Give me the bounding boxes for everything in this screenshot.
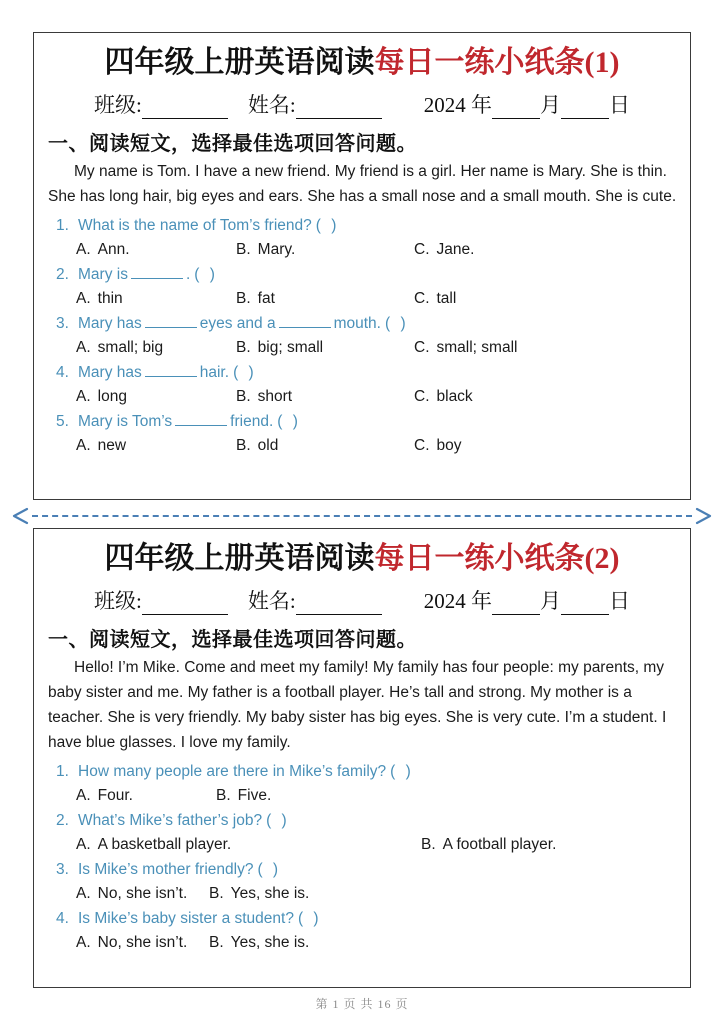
answer-parenthesis[interactable]: ( ) bbox=[384, 315, 409, 332]
title-red-1: 每日一练小纸条(1) bbox=[374, 46, 620, 79]
option-choice[interactable] bbox=[236, 287, 414, 311]
option-label: C. bbox=[414, 437, 430, 454]
option-row bbox=[76, 287, 678, 311]
name-label-2: 姓名: bbox=[247, 589, 296, 613]
option-choice[interactable] bbox=[76, 287, 236, 311]
option-choice[interactable] bbox=[236, 238, 414, 262]
option-text: Mary. bbox=[257, 241, 296, 258]
question-row bbox=[56, 311, 678, 336]
option-text: new bbox=[97, 437, 127, 454]
question-text-fragment: Mary has bbox=[78, 364, 142, 381]
section-heading-2: 一、阅读短文，选择最佳选项回答问题。 bbox=[48, 629, 417, 651]
option-text: tall bbox=[436, 290, 457, 307]
option-choice[interactable] bbox=[76, 434, 236, 458]
question-text bbox=[78, 409, 301, 434]
option-label: A. bbox=[76, 241, 91, 258]
title-black-2: 四年级上册英语阅读 bbox=[104, 542, 375, 575]
month-blank-2[interactable] bbox=[492, 597, 540, 615]
option-row bbox=[76, 385, 678, 409]
option-choice[interactable] bbox=[76, 385, 236, 409]
option-text: No, she isn’t. bbox=[97, 934, 188, 951]
option-row bbox=[76, 882, 678, 906]
question-number: 4. bbox=[56, 364, 69, 381]
title-black-1: 四年级上册英语阅读 bbox=[104, 46, 375, 79]
option-label: B. bbox=[216, 787, 231, 804]
option-text: Four. bbox=[97, 787, 133, 804]
option-label: A. bbox=[76, 885, 91, 902]
date-field-1 bbox=[424, 89, 630, 119]
page-footer: 第 1 页 共 16 页 bbox=[315, 997, 409, 1011]
option-text: Five. bbox=[237, 787, 272, 804]
option-text: small; small bbox=[436, 339, 518, 356]
option-choice[interactable] bbox=[76, 833, 421, 857]
question-text bbox=[78, 759, 414, 784]
question-text-fragment: Mary is bbox=[78, 266, 128, 283]
option-text: Ann. bbox=[97, 241, 130, 258]
question-number: 4. bbox=[56, 910, 69, 927]
answer-parenthesis[interactable]: ( ) bbox=[257, 861, 282, 878]
option-choice[interactable] bbox=[209, 882, 309, 906]
option-label: A. bbox=[76, 339, 91, 356]
option-label: C. bbox=[414, 290, 430, 307]
option-text: Yes, she is. bbox=[230, 885, 310, 902]
option-label: A. bbox=[76, 290, 91, 307]
option-choice[interactable] bbox=[76, 238, 236, 262]
question-text-fragment: What’s Mike’s father’s job? bbox=[78, 812, 263, 829]
question-blank[interactable] bbox=[131, 265, 183, 279]
divider-dashed-line bbox=[32, 515, 692, 517]
reading-passage-1: My name is Tom. I have a new friend. My friend is a girl. Her name is Mary. She is thin. She has long hair, big eyes and ears. She has a small nose and a small mouth. She is cute. bbox=[48, 163, 677, 205]
question-number: 3. bbox=[56, 315, 69, 332]
option-text: small; big bbox=[97, 339, 164, 356]
question-row bbox=[56, 759, 678, 784]
name-blank-1[interactable] bbox=[296, 101, 382, 119]
question-text bbox=[78, 808, 290, 833]
question-number: 1. bbox=[56, 763, 69, 780]
question-number: 2. bbox=[56, 812, 69, 829]
option-text: A football player. bbox=[442, 836, 557, 853]
option-choice[interactable] bbox=[421, 833, 556, 857]
question-text bbox=[78, 262, 218, 287]
question-row bbox=[56, 360, 678, 385]
question-blank[interactable] bbox=[145, 363, 197, 377]
question-text-fragment: Is Mike’s mother friendly? bbox=[78, 861, 254, 878]
question-list-2 bbox=[46, 759, 678, 955]
worksheet-title-1 bbox=[46, 43, 678, 83]
month-blank-1[interactable] bbox=[492, 101, 540, 119]
question-row bbox=[56, 213, 678, 238]
option-label: C. bbox=[414, 388, 430, 405]
option-choice[interactable] bbox=[414, 385, 473, 409]
day-blank-2[interactable] bbox=[561, 597, 609, 615]
option-choice[interactable] bbox=[414, 434, 462, 458]
option-text: big; small bbox=[257, 339, 324, 356]
question-text-fragment: hair. bbox=[199, 364, 230, 381]
option-choice[interactable] bbox=[76, 882, 209, 906]
reading-passage-2: Hello! I’m Mike. Come and meet my family! My family has four people: my parents, my baby sister and me. My father is a football player. He’s tall and strong. My mother is a teacher. She is very friendly. My baby sister has big eyes. She is very cute. I’m a student. I have blue glasses. I love my family. bbox=[48, 659, 667, 751]
name-label-1: 姓名: bbox=[247, 93, 296, 117]
option-label: A. bbox=[76, 836, 91, 853]
question-row bbox=[56, 262, 678, 287]
option-choice[interactable] bbox=[414, 336, 517, 360]
question-text-fragment: How many people are there in Mike’s family? bbox=[78, 763, 387, 780]
option-choice[interactable] bbox=[216, 784, 271, 808]
question-list-1 bbox=[46, 213, 678, 458]
day-label-2: 日 bbox=[608, 589, 630, 613]
name-field-2 bbox=[248, 585, 382, 615]
question-row bbox=[56, 808, 678, 833]
option-row bbox=[76, 784, 678, 808]
option-text: thin bbox=[97, 290, 123, 307]
date-field-2 bbox=[424, 585, 630, 615]
question-number: 1. bbox=[56, 217, 69, 234]
option-label: A. bbox=[76, 934, 91, 951]
answer-parenthesis[interactable]: ( ) bbox=[233, 364, 257, 381]
question-text bbox=[78, 857, 281, 882]
question-blank[interactable] bbox=[279, 314, 331, 328]
option-row bbox=[76, 833, 678, 857]
option-label: B. bbox=[236, 241, 251, 258]
worksheet-card-1 bbox=[33, 32, 691, 500]
question-row bbox=[56, 906, 678, 931]
class-label-1: 班级: bbox=[94, 93, 142, 117]
option-choice[interactable] bbox=[236, 434, 414, 458]
option-text: old bbox=[257, 437, 279, 454]
info-row-2 bbox=[46, 585, 678, 615]
question-text-fragment: Mary has bbox=[78, 315, 142, 332]
question-number: 5. bbox=[56, 413, 69, 430]
option-label: C. bbox=[414, 241, 430, 258]
answer-parenthesis[interactable]: ( ) bbox=[266, 812, 290, 829]
question-blank[interactable] bbox=[145, 314, 197, 328]
name-blank-2[interactable] bbox=[296, 597, 382, 615]
title-red-2: 每日一练小纸条(2) bbox=[374, 542, 620, 575]
option-text: boy bbox=[436, 437, 462, 454]
option-label: B. bbox=[209, 934, 224, 951]
option-label: B. bbox=[236, 290, 251, 307]
answer-parenthesis[interactable]: ( ) bbox=[194, 266, 218, 283]
question-text-fragment: Is Mike’s baby sister a student? bbox=[78, 910, 294, 927]
question-text-fragment: . bbox=[185, 266, 191, 283]
option-text: No, she isn’t. bbox=[97, 885, 188, 902]
answer-parenthesis[interactable]: ( ) bbox=[277, 413, 301, 430]
option-text: fat bbox=[257, 290, 275, 307]
option-label: B. bbox=[236, 388, 251, 405]
question-text-fragment: mouth. bbox=[333, 315, 381, 332]
arrow-right-icon bbox=[692, 507, 714, 525]
question-text-fragment: Mary is Tom’s bbox=[78, 413, 173, 430]
year-label-2: 2024 年 bbox=[423, 589, 492, 613]
arrow-left-icon bbox=[10, 507, 32, 525]
option-row bbox=[76, 336, 678, 360]
question-row bbox=[56, 409, 678, 434]
class-field-1 bbox=[94, 89, 228, 119]
section-heading-1: 一、阅读短文，选择最佳选项回答问题。 bbox=[48, 133, 417, 155]
question-text bbox=[78, 906, 322, 931]
year-label-1: 2024 年 bbox=[423, 93, 492, 117]
option-label: B. bbox=[236, 339, 251, 356]
info-row-1 bbox=[46, 89, 678, 119]
option-choice[interactable] bbox=[236, 385, 414, 409]
question-number: 2. bbox=[56, 266, 69, 283]
option-label: A. bbox=[76, 388, 91, 405]
month-label-2: 月 bbox=[539, 589, 561, 613]
option-row bbox=[76, 931, 678, 955]
class-blank-2[interactable] bbox=[142, 597, 228, 615]
class-label-2: 班级: bbox=[94, 589, 142, 613]
class-blank-1[interactable] bbox=[142, 101, 228, 119]
day-blank-1[interactable] bbox=[561, 101, 609, 119]
question-text-fragment: eyes and a bbox=[199, 315, 276, 332]
option-choice[interactable] bbox=[414, 287, 456, 311]
option-text: Yes, she is. bbox=[230, 934, 310, 951]
option-choice[interactable] bbox=[76, 931, 209, 955]
option-row bbox=[76, 238, 678, 262]
question-number: 3. bbox=[56, 861, 69, 878]
name-field-1 bbox=[248, 89, 382, 119]
question-text bbox=[78, 360, 257, 385]
option-label: B. bbox=[236, 437, 251, 454]
option-row bbox=[76, 434, 678, 458]
question-row bbox=[56, 857, 678, 882]
option-choice[interactable] bbox=[209, 931, 309, 955]
option-choice[interactable] bbox=[76, 336, 236, 360]
option-text: short bbox=[257, 388, 293, 405]
day-label-1: 日 bbox=[608, 93, 630, 117]
option-text: long bbox=[97, 388, 127, 405]
answer-parenthesis[interactable]: ( ) bbox=[315, 217, 340, 234]
month-label-1: 月 bbox=[539, 93, 561, 117]
option-label: A. bbox=[76, 787, 91, 804]
option-text: A basketball player. bbox=[97, 836, 232, 853]
question-text bbox=[78, 213, 339, 238]
question-text-fragment: What is the name of Tom’s friend? bbox=[78, 217, 312, 234]
worksheet-card-2 bbox=[33, 528, 691, 988]
option-text: Jane. bbox=[436, 241, 475, 258]
question-text bbox=[78, 311, 409, 336]
question-text-fragment: friend. bbox=[230, 413, 274, 430]
option-label: B. bbox=[209, 885, 224, 902]
option-text: black bbox=[436, 388, 473, 405]
option-label: B. bbox=[421, 836, 436, 853]
cut-line-divider bbox=[10, 507, 714, 525]
option-choice[interactable] bbox=[236, 336, 414, 360]
answer-parenthesis[interactable]: ( ) bbox=[297, 910, 322, 927]
option-choice[interactable] bbox=[414, 238, 474, 262]
option-label: C. bbox=[414, 339, 430, 356]
option-choice[interactable] bbox=[76, 784, 216, 808]
question-blank[interactable] bbox=[175, 412, 227, 426]
answer-parenthesis[interactable]: ( ) bbox=[390, 763, 414, 780]
class-field-2 bbox=[94, 585, 228, 615]
worksheet-title-2 bbox=[46, 539, 678, 579]
option-label: A. bbox=[76, 437, 91, 454]
